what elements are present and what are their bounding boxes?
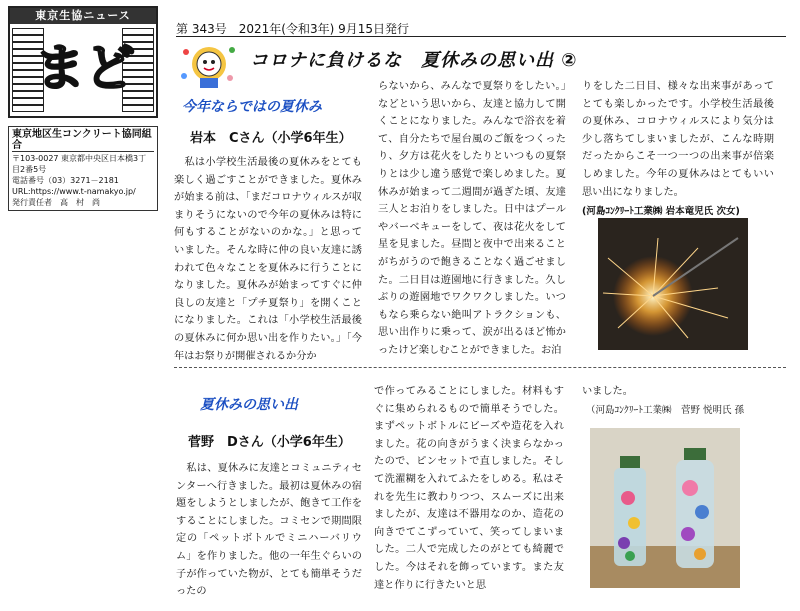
masthead-logo (8, 6, 158, 118)
article1-title: 今年ならではの夏休み (182, 99, 322, 115)
article2-column-3: いました。 (582, 386, 633, 397)
article-divider (174, 367, 786, 368)
article2-author: 菅野 Dさん（小学6年生） (188, 435, 351, 450)
issue-rule (176, 36, 786, 37)
headline: コロナに負けるな 夏休みの思い出 ② (250, 50, 578, 71)
article2-column-2: で作ってみることにしました。材料もすぐに集められるもので簡単そうでした。まずペットボトルにビーズや造花を入れました。花の向きがうまく決まらなかったので、ピンセットで直しました。そして洗濯糊を入れてふたをしめる。私はそれを先生に教わりつつ、スムーズに出来ましたが、友達は不器用なのか、造花の向きでてこずっていて、笑ってしまいました。二人で完成したのがとても綺麗でした。今はそれを飾っています。また友達と作りに行きたいと思 (374, 386, 564, 591)
herbarium-bottles-photo (590, 428, 740, 588)
article1-column-1: 私は小学校生活最後の夏休みをとても楽しく過ごすことができました。夏休みが始まる前は、「まだコロナウィルスが収まりそうにないので今年の夏休みは特に何もすることがないのかな。」と思っていました。そんな時に仲の良い友達に誘われて色々なことを夏休みに行うことになりました。夏休みが始まってすぐに仲良しの友達と「プチ夏祭り」を開くことになりました。これは「小学校生活最後の夏休みに何か思い出を作りたい。」「今年はお祭りが開催されるか分か (174, 157, 362, 362)
organization-box (8, 126, 158, 211)
organization-url: URL:https://www.t-namakyo.jp/ (12, 187, 136, 196)
article2-title: 夏休みの思い出 (200, 397, 298, 413)
organization-address: 〒103-0027 東京都中央区日本橋3丁目2番5号 (12, 154, 147, 174)
sparkler-photo (598, 218, 748, 350)
article1-column-3: りをした二日目、様々な出来事があってとても楽しかったです。小学校生活最後の夏休み、コロナウィルスにより気分は少し落ちてしまいましたが、こんな時期だったからこそ一つ一つの出来事が倍楽しめました。今年の夏休みはとてもいい思い出になりました。 (582, 81, 774, 198)
article2-column-1: 私は、夏休みに友達とコミュニティセンターへ行きました。最初は夏休みの宿題をしようとしましたが、飽きて工作をすることにしました。コミセンで期間限定の「ペットボトルでミニハーバリウム」を作りました。他の一年生ぐらいの子が作っていた物が、とても簡単そうだったの (176, 463, 362, 598)
masthead-top-label: 東京生協ニュース (10, 8, 156, 24)
mascot-illustration (178, 42, 240, 90)
article1-column-2: らないから、みんなで夏祭りをしたい。」などという思いから、友達と協力して開くことになりました。みんなで浴衣を着て、自分たちで屋台風のご飯をつくったり、夕方は花火をしたりといつもの夏祭りとは少し違う感覚で楽しめました。夏休みが始まって二週間が過ぎた頃、友達三人とお泊りをしました。日中はプールやバーベキューをして、夜は花火をして星を見ました。昼間と夜中で出来ることがちがうので飽きることなく過ごせました。二日目は遊園地に行きました。久しぶりの遊園地でワクワクしました。いつもなら乗らない絶叫アトラクションも、思い出作りに乗って、涙が出るほど怖かったけど楽しむことができました。お泊 (378, 81, 566, 356)
organization-phone: 電話番号（03）3271－2181 (12, 176, 119, 185)
organization-editor: 発行責任者 高 村 尚 (12, 198, 100, 207)
article1-author: 岩本 Cさん（小学6年生） (190, 131, 352, 146)
article2-credit: （河島ｺﾝｸﾘｰﾄ工業㈱ 菅野 悦明氏 孫 (586, 405, 745, 416)
masthead-title: まど (35, 39, 135, 97)
issue-info: 第 343号 2021年(令和3年) 9月15日発行 (176, 22, 409, 36)
organization-name: 東京地区生コンクリート協同組合 (12, 129, 154, 152)
article1-credit: (河島ｺﾝｸﾘｰﾄ工業㈱ 岩本竜児氏 次女) (582, 206, 740, 217)
